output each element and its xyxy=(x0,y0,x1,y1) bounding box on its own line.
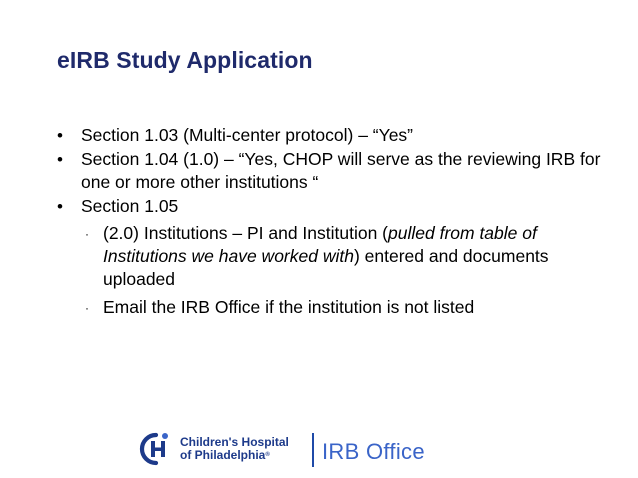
slide-title: eIRB Study Application xyxy=(57,47,313,73)
footer-branding xyxy=(136,430,466,470)
bullet-item xyxy=(57,195,617,218)
bullet-marker: • xyxy=(57,197,63,216)
footer-divider xyxy=(312,433,314,467)
sub-bullet-marker: · xyxy=(85,301,89,315)
sub-bullet-marker: · xyxy=(85,227,89,241)
sub-bullet-item xyxy=(57,222,617,291)
bullet-text: Section 1.05 xyxy=(81,196,179,216)
sub-bullet-text-suffix: ) entered and documents uploaded xyxy=(103,246,549,289)
bullet-item xyxy=(57,124,617,147)
bullet-list xyxy=(57,124,617,324)
bullet-marker: • xyxy=(57,150,63,169)
sub-bullet-item xyxy=(57,296,617,319)
chop-logo-icon xyxy=(136,430,172,468)
bullet-marker: • xyxy=(57,126,63,145)
bullet-text: Section 1.03 (Multi-center protocol) – “Yes” xyxy=(81,125,414,145)
sub-bullet-text-prefix: (2.0) Institutions – PI and Institution ( xyxy=(103,223,389,243)
sub-bullet-list xyxy=(57,222,617,319)
trademark-symbol: ® xyxy=(265,452,270,458)
bullet-text: Section 1.04 (1.0) – “Yes, CHOP will serve as the reviewing IRB for one or more other institutions “ xyxy=(81,149,601,192)
sub-bullet-text-italic: pulled from table of Institutions we have worked with xyxy=(103,223,537,266)
hospital-name-line2: of Philadelphia® xyxy=(180,448,270,462)
irb-office-label: IRB Office xyxy=(322,439,425,464)
hospital-name xyxy=(180,436,289,462)
bullet-item xyxy=(57,148,617,194)
sub-bullet-text: Email the IRB Office if the institution is not listed xyxy=(103,297,475,317)
hospital-name-line1: Children's Hospital xyxy=(180,435,289,449)
